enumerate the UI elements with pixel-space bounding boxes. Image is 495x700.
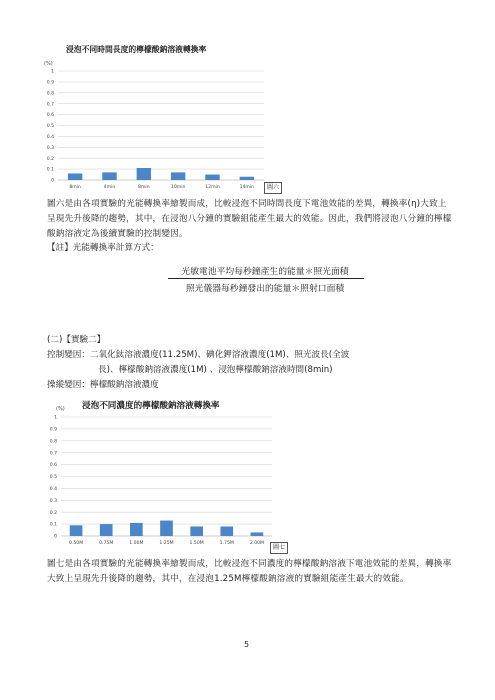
chart1-y-tick-label: 0.1 [46, 167, 54, 173]
chart1-y-tick-label: 0.5 [46, 124, 54, 130]
chart1-y-tick-label: 0.4 [46, 135, 54, 140]
chart1-x-tick-label: 8min [138, 185, 150, 190]
chart1-bar [240, 177, 254, 180]
paragraph-figure-7: 圖七是由各項實驗的光能轉換率繪製而成，比較浸泡不同濃度的檸檬酸鈉溶液下電池效能的差異，轉換率大致上呈現先升後降的趨勢，其中，在浸泡1.25M檸檬酸鈉溶液的實驗組能產生最大的效能。 [47, 559, 452, 584]
chart1-x-tick-label: 10min [170, 185, 186, 190]
chart2-y-tick-label: 1 [54, 415, 57, 421]
chart1-y-tick-label: 0.9 [46, 80, 54, 86]
control-variables-line1: 控制變因：二氧化鈦溶液濃度(11.25M)、碘化鉀溶液濃度(1M)、照光波長(全波 [47, 350, 350, 360]
chart1-y-tick-label: 0.2 [46, 156, 54, 162]
chart1-y-tick-label: 0.6 [46, 113, 54, 119]
chart2-y-tick-label: 0.6 [49, 463, 57, 469]
figure-6-tag: 圖六 [264, 182, 282, 194]
page-number: 5 [244, 640, 250, 649]
chart1-bar [102, 172, 116, 180]
chart2-x-tick-label: 0.75M [99, 541, 114, 546]
chart2-bar [100, 524, 113, 536]
note-label: 【註】光能轉換率計算方式： [47, 243, 159, 253]
chart2-bar [251, 532, 264, 536]
chart1-y-tick-label: 1 [51, 69, 54, 75]
chart1-y-tick-label: 0.7 [46, 102, 54, 108]
chart1-y-tick-label: 0 [51, 178, 54, 184]
chart2-title: 浸泡不同濃度的檸檬酸鈉溶液轉換率 [82, 401, 220, 411]
chart2-bar [220, 526, 233, 536]
chart1-x-tick-label: 8min [69, 185, 81, 190]
chart2-unit-label: (%) [56, 406, 65, 412]
chart1-title: 浸泡不同時間長度的檸檬酸鈉溶液轉換率 [66, 45, 207, 54]
chart2-bar [160, 521, 173, 536]
formula-fraction-bar [168, 278, 364, 279]
chart2-y-tick-label: 0.7 [49, 451, 57, 457]
formula-numerator: 光敏電池平均每秒鐘產生的能量＊照光面積 [181, 267, 349, 277]
chart2-y-tick-label: 0.3 [49, 498, 57, 504]
chart2-y-tick-label: 0 [54, 534, 57, 540]
chart2-y-tick-label: 0.5 [49, 475, 57, 481]
chart2-bar [70, 525, 83, 536]
chart-immersion-time-svg [40, 40, 275, 195]
chart2-y-tick-label: 0.2 [49, 510, 57, 516]
chart2-x-tick-label: 1.00M [129, 541, 144, 546]
chart2-bar [130, 523, 143, 536]
chart2-bar [190, 526, 203, 536]
chart2-x-tick-label: 1.50M [189, 541, 204, 546]
chart1-y-tick-label: 0.3 [46, 145, 54, 151]
chart2-x-tick-label: 1.75M [219, 541, 234, 546]
paragraph-figure-6: 圖六是由各項實驗的光能轉換率繪製而成，比較浸泡不同時間長度下電池效能的差異，轉換率(η)大致上呈現先升後降的趨勢，其中，在浸泡八分鐘的實驗組能產生最大的效能。因此，我們將浸泡八分鐘的檸檬酸鈉溶液定為後續實驗的控制變因。 [47, 199, 452, 239]
figure-7-tag: 圖七 [270, 542, 288, 554]
chart1-x-tick-label: 4min [103, 185, 116, 190]
chart1-bar [137, 168, 151, 180]
chart1-bar [205, 175, 219, 180]
control-variables-line2: 長)、檸檬酸鈉溶液濃度(1M) 、浸泡檸檬酸鈉溶液時間(8min) [98, 365, 333, 375]
chart1-unit-label: (%) [44, 61, 53, 67]
chart1-x-tick-label: 14min [239, 185, 255, 190]
chart1-x-tick-label: 12min [205, 185, 220, 190]
chart-immersion-time [40, 40, 275, 195]
manipulated-variable: 操縱變因：檸檬酸鈉溶液濃度 [47, 380, 159, 390]
chart2-y-tick-label: 0.8 [49, 439, 57, 445]
chart-concentration [46, 396, 276, 554]
chart2-y-tick-label: 0.9 [49, 427, 57, 433]
chart2-y-tick-label: 0.4 [49, 487, 57, 492]
chart2-x-tick-label: 2.00M [249, 541, 265, 546]
chart2-y-tick-label: 0.1 [49, 522, 57, 528]
formula-denominator: 照光儀器每秒鐘發出的能量＊照射口面積 [185, 284, 345, 294]
chart1-y-tick-label: 0.8 [46, 91, 54, 97]
chart-concentration-svg [46, 396, 276, 554]
section-heading: (二)【實驗二】 [47, 335, 106, 345]
chart2-x-tick-label: 1.25M [159, 541, 174, 546]
chart1-bar [68, 173, 82, 180]
chart1-bar [171, 172, 185, 180]
chart2-x-tick-label: 0.50M [68, 541, 84, 546]
